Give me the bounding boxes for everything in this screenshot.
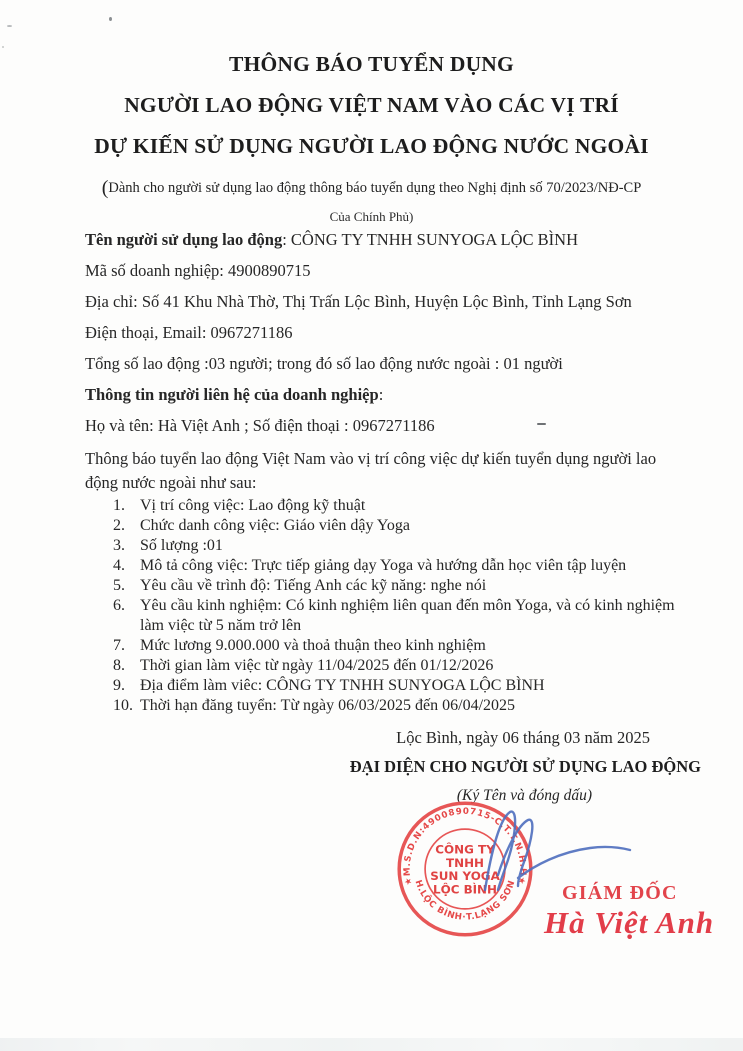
contact-heading-line: [85, 379, 686, 410]
scan-speck: [109, 17, 112, 21]
document-subtitle-line2: Của Chính Phủ): [329, 209, 414, 224]
business-id-line: Mã số doanh nghiệp: 4900890715: [85, 261, 311, 280]
director-title: GIÁM ĐỐC: [562, 882, 678, 904]
scan-speck: [2, 46, 4, 48]
list-item: [85, 536, 686, 556]
subtitle-paren: (: [101, 177, 109, 199]
address-line: Địa chỉ: Số 41 Khu Nhà Thờ, Thị Trấn Lộc Bình, Huyện Lộc Bình, Tỉnh Lạng Sơn: [85, 292, 632, 311]
page-title-line-1: THÔNG BÁO TUYỂN DỤNG: [229, 52, 514, 76]
list-item-text: Thời hạn đăng tuyển: Từ ngày 06/03/2025 đến 06/04/2025: [140, 697, 516, 714]
document-header: [0, 0, 743, 225]
list-item-number: 5.: [113, 577, 125, 594]
stamp-center-line-2: TNHH: [446, 855, 484, 870]
list-item-text: Mô tả công việc: Trực tiếp giảng dạy Yoga và hướng dẫn học viên tập luyện: [140, 557, 627, 574]
list-item-text: Chức danh công việc: Giáo viên dậy Yoga: [140, 517, 410, 534]
list-item-number: 7.: [113, 637, 125, 654]
contact-heading-label: Thông tin người liên hệ của doanh nghiệp: [85, 385, 379, 404]
contact-person-line: Họ và tên: Hà Việt Anh ; Số điện thoại : 0967271186: [85, 416, 435, 435]
employer-value: : CÔNG TY TNHH SUNYOGA LỘC BÌNH: [282, 230, 579, 249]
total-workers-line: Tổng số lao động :03 người; trong đó số lao động nước ngoài : 01 người: [85, 354, 563, 373]
list-item-number: 8.: [113, 657, 125, 674]
stamp-ring-top-text: ★M.S.D.N:4900890715-C.T.T.N.H.H★: [402, 806, 528, 887]
phone-email-line: Điện thoại, Email: 0967271186: [85, 323, 293, 342]
list-item-number: 10.: [113, 697, 133, 714]
list-item-text: Địa điểm làm viêc: CÔNG TY TNHH SUNYOGA LỘC BÌNH: [140, 677, 545, 694]
page-title-line-3: DỰ KIẾN SỬ DỤNG NGƯỜI LAO ĐỘNG NƯỚC NGOÀI: [94, 134, 649, 158]
document-subtitle: [0, 177, 743, 200]
list-item-text: Yêu cầu kinh nghiệm: Có kinh nghiệm liên quan đến môn Yoga, và có kinh nghiệm làm việc từ 5 năm trở lên: [140, 597, 675, 634]
scan-dash-artifact: [537, 423, 546, 425]
scan-bottom-band: [0, 1038, 743, 1051]
list-item: [85, 656, 686, 676]
place-date-line: Lộc Bình, ngày 06 tháng 03 năm 2025: [396, 728, 650, 747]
list-item-number: 4.: [113, 557, 125, 574]
list-item-number: 3.: [113, 537, 125, 554]
stamp-center-line-4: LỘC BÌNH: [433, 882, 497, 897]
list-item: [85, 676, 686, 696]
subtitle-text: Dành cho người sử dụng lao động thông báo tuyển dụng theo Nghị định số 70/2023/NĐ-CP: [108, 180, 642, 196]
list-item: [85, 636, 686, 656]
list-item-number: 2.: [113, 517, 125, 534]
company-stamp: [394, 799, 536, 939]
list-item: [85, 596, 686, 636]
list-item-text: Vị trí công việc: Lao động kỹ thuật: [140, 497, 366, 514]
list-item: [85, 496, 686, 516]
list-item: [85, 696, 686, 716]
employer-label: Tên người sử dụng lao động: [85, 230, 283, 249]
list-item: [85, 556, 686, 576]
stamp-center-line-1: CÔNG TY: [435, 842, 495, 857]
list-item-number: 9.: [113, 677, 125, 694]
list-item-text: Thời gian làm việc từ ngày 11/04/2025 đến 01/12/2026: [140, 657, 494, 674]
representative-line: ĐẠI DIỆN CHO NGƯỜI SỬ DỤNG LAO ĐỘNG: [349, 757, 701, 776]
scan-speck: [7, 25, 12, 27]
page-title-line-2: NGƯỜI LAO ĐỘNG VIỆT NAM VÀO CÁC VỊ TRÍ: [124, 93, 619, 117]
list-item: [85, 516, 686, 536]
director-signature-name: Hà Việt Anh: [544, 905, 715, 940]
list-item-number: 1.: [113, 497, 125, 514]
intro-paragraph: Thông báo tuyển lao động Việt Nam vào vị trí công việc dự kiến tuyển dụng người lao động nước ngoài như sau:: [85, 449, 657, 492]
list-item-text: Số lượng :01: [140, 537, 223, 554]
stamp-center-line-3: SUN YOGA: [430, 869, 500, 884]
list-item: [85, 576, 686, 596]
job-detail-list: [85, 496, 686, 716]
sign-note-line: (Ký Tên và đóng dấu): [456, 787, 592, 804]
document-body: [85, 224, 686, 716]
list-item-text: Mức lương 9.000.000 và thoả thuận theo kinh nghiệm: [140, 637, 486, 654]
stamp-ring-bottom-text: H.LỘC BÌNH·T.LẠNG SƠN: [412, 878, 518, 923]
employer-line: [85, 224, 686, 255]
contact-heading-colon: :: [378, 385, 384, 404]
list-item-text: Yêu cầu về trình độ: Tiếng Anh các kỹ năng: nghe nói: [140, 577, 487, 594]
list-item-number: 6.: [113, 597, 125, 614]
